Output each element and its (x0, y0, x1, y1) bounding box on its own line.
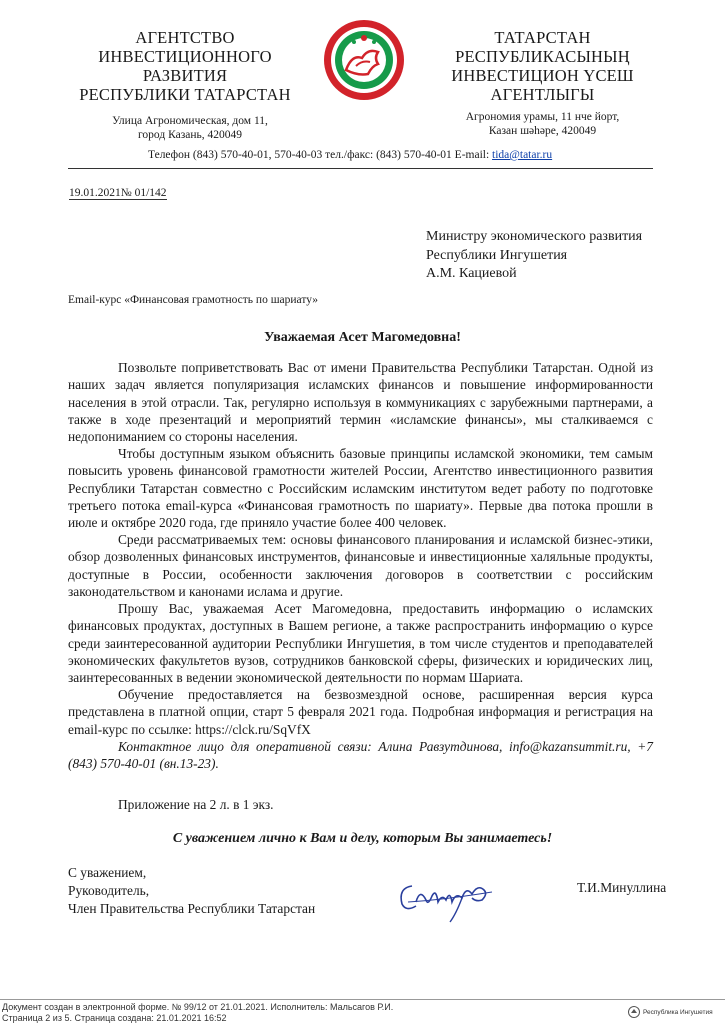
signatory-name: Т.И.Минуллина (577, 880, 667, 895)
paragraph-3: Среди рассматриваемых тем: основы финансового планирования и исламской бизнес-этики, обзор дозволенных финансовых инструментов, финансовые и инвестиционные халяльные продукты, доступные в России, особенности заключения договоров в соответствии с российским законодательством и канонами ислама и другие. (68, 532, 653, 599)
salutation: Уважаемая Асет Магомедовна! (264, 330, 461, 345)
footer-text: Документ создан в электронной форме. № 99/12 от 21.01.2021. Исполнитель: Мальсагов Р.И. Страница 2 из 5. Страница создана: 21.01.2021 16:52 (2, 1002, 394, 1023)
recipient-block: Министру экономического развития Республики Ингушетия А.М. Кациевой (426, 229, 643, 281)
contacts-line: Телефон (843) 570-40-01, 570-40-03 тел./факс: (843) 570-40-01 E-mail: tida@tatar.ru (148, 149, 553, 161)
closing-phrase: С уважением лично к Вам и делу, которым Вы занимаетесь! (172, 831, 553, 846)
footer-divider (0, 999, 725, 1000)
agency-name-ru: АГЕНТСТВО ИНВЕСТИЦИОННОГО РАЗВИТИЯ РЕСПУБЛИКИ ТАТАРСТАН (79, 28, 291, 104)
paragraph-5: Обучение предоставляется на безвозмездной основе, расширенная версия курса представлена в платной опции, старт 5 февраля 2021 года. Подробная информация и регистрация на email-курс по ссылке: https://clck.ru/SqVfX (68, 687, 653, 737)
agency-address-tt: Агрономия урамы, 11 нче йорт, Казан шәһәре, 420049 (465, 111, 620, 137)
subject-line: Email-курс «Финансовая грамотность по шариату» (68, 294, 319, 306)
attachment-note: Приложение на 2 л. в 1 экз. (118, 797, 274, 812)
signature-block: С уважением, Руководитель, Член Правительства Республики Татарстан (68, 865, 316, 916)
ingushetia-emblem-icon (628, 1006, 640, 1018)
document-reference: 19.01.2021№ 01/142 (69, 187, 167, 199)
tatarstan-emblem-icon (322, 18, 406, 102)
agency-address-ru: Улица Агрономическая, дом 11, город Казань, 420049 (112, 115, 268, 141)
paragraph-1: Позвольте поприветствовать Вас от имени Правительства Республики Татарстан. Одной из наших задач является популяризация исламских финансов и повышение информированности населения в этой отрасли. Так, регулярно используя в коммуникациях с зарубежными партнерами, а также в ходе презентаций и мероприятий термин «исламские финансы», мы сталкиваемся с недопониманием со стороны населения. (68, 360, 653, 445)
paragraph-4: Прошу Вас, уважаемая Асет Магомедовна, предоставить информацию о исламских финансовых продуктах, доступных в Вашем регионе, а также распространить информацию о курсе среди заинтересованной аудитории Республики Ингушетия, в том числе студентов и преподавателей экономических факультетов вузов, сотрудников банковской сферы, физических и юридических лиц, заинтересованных в ведении экономической деятельности по нормам Шариата. (68, 601, 653, 686)
email-link[interactable]: tida@tatar.ru (492, 149, 553, 161)
paragraph-2: Чтобы доступным языком объяснить базовые принципы исламской экономики, тем самым повысить уровень финансовой грамотности жителей России, Агентство инвестиционного развития Республики Татарстан совместно с Российским исламским институтом ведет работу по подготовке третьего потока email-курса «Финансовая грамотность по шариату». Первые два потока прошли в июле и октябре 2020 года, где приняло участие более 400 человек. (68, 446, 653, 531)
ingushetia-logo: Республика Ингушетия (628, 1005, 723, 1019)
handwritten-signature (392, 872, 502, 924)
agency-name-tt: ТАТАРСТАН РЕСПУБЛИКАСЫНЫҢ ИНВЕСТИЦИОН ҮСЕШ АГЕНТЛЫГЫ (451, 28, 634, 104)
header-divider (68, 168, 653, 169)
contact-note: Контактное лицо для оперативной связи: Алина Равзутдинова, info@kazansummit.ru, +7 (843) 570-40-01 (вн.13-23). (68, 739, 653, 772)
